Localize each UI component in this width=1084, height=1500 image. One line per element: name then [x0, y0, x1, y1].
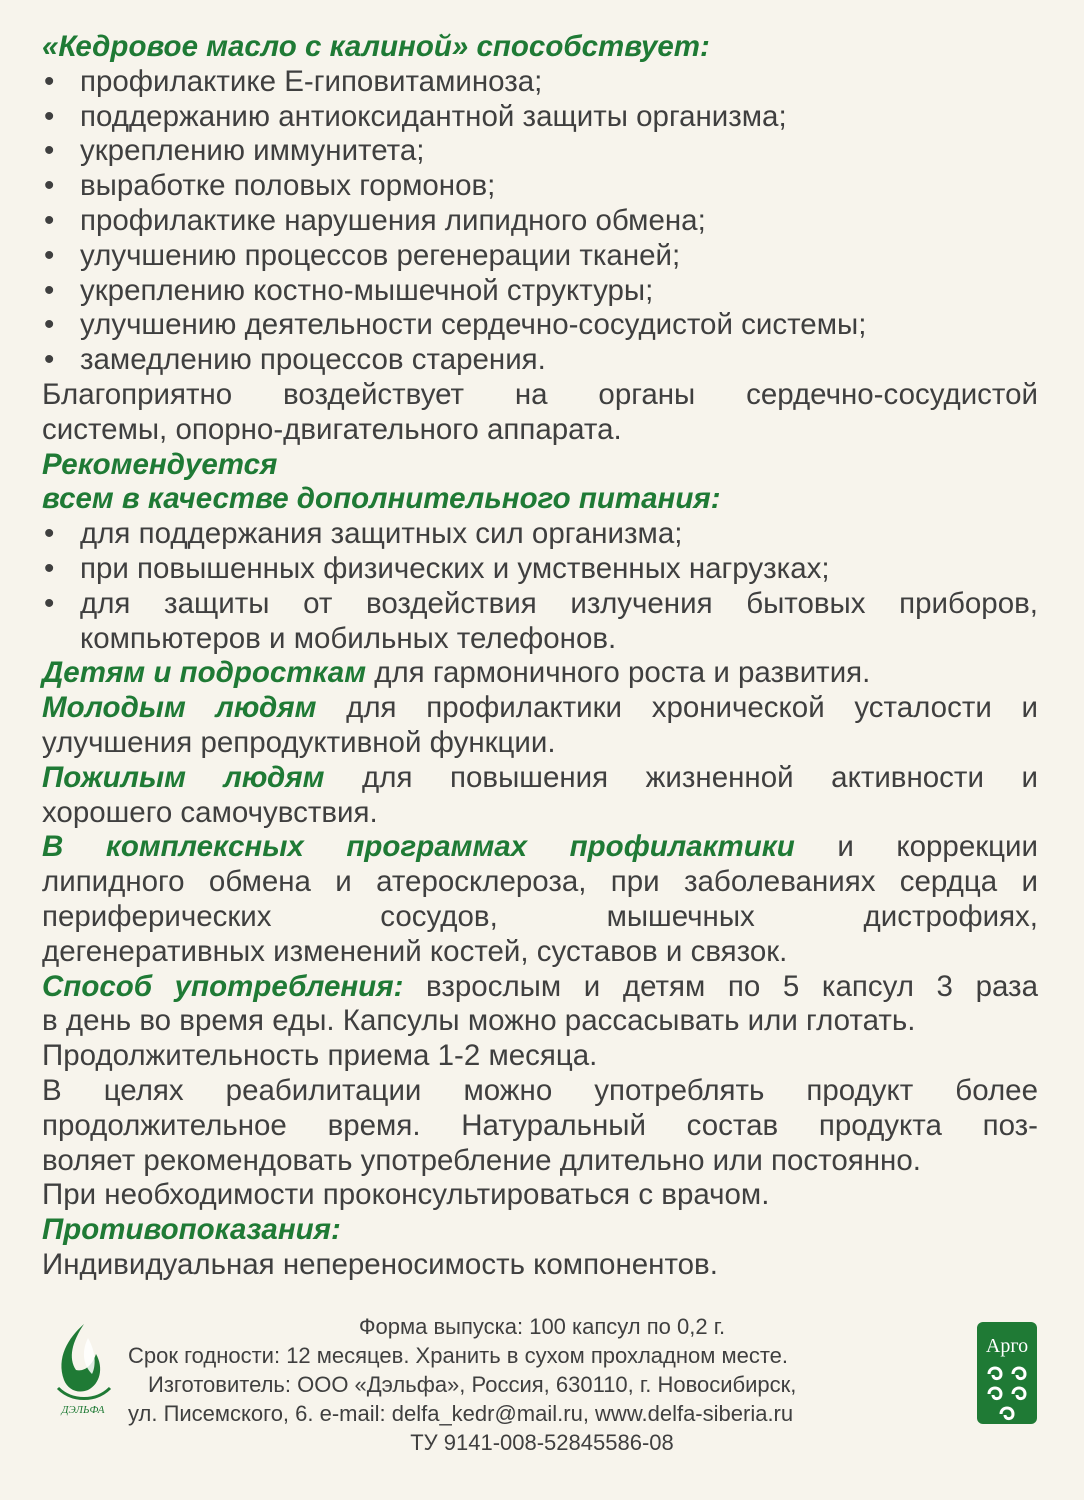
rehab-line: продолжительное время. Натуральный состав продукта поз- — [42, 1108, 1038, 1142]
complex-line-4: дегенеративных изменений костей, суставов и связок. — [42, 934, 788, 968]
children-text: для гармоничного роста и развития. — [366, 656, 871, 690]
complex-label: В комплексных программах профилактики — [42, 830, 795, 864]
usage-line — [42, 970, 1038, 1005]
complex-line-2: липидного обмена и атеросклероза, при заболеваниях сердца и — [42, 865, 1038, 899]
complex-line-3: периферических сосудов, мышечных дистрофиях, — [42, 899, 1038, 933]
contraindications-text: Индивидуальная непереносимость компонентов. — [42, 1247, 718, 1281]
children-label: Детям и подросткам — [42, 656, 367, 690]
benefit-item: • укреплению иммунитета; — [42, 134, 1038, 169]
recommend-subheading: всем в качестве дополнительного питания: — [42, 482, 721, 516]
young-text: для профилактики хронической усталости и — [316, 691, 1038, 725]
benefit-item: • поддержанию антиоксидантной защиты организма; — [42, 100, 1038, 135]
complex-line — [42, 830, 1038, 865]
benefit-item: • укреплению костно-мышечной структуры; — [42, 274, 1038, 309]
benefit-item: • профилактике Е-гиповитаминоза; — [42, 65, 1038, 100]
footer-tu: ТУ 9141-008-52845586-08 — [410, 1430, 674, 1455]
children-line — [42, 656, 1038, 691]
elderly-label: Пожилым людям — [42, 760, 325, 794]
complex-text: и коррекции — [794, 830, 1038, 864]
recommend-item: • при повышенных физических и умственных нагрузках; — [42, 552, 1038, 587]
young-label: Молодым людям — [42, 691, 317, 725]
delfa-logo-text: ДЭЛЬФА — [61, 1404, 105, 1416]
benefit-item: • выработке половых гормонов; — [42, 169, 1038, 204]
benefit-item: • замедлению процессов старения. — [42, 343, 1038, 378]
usage-text: взрослым и детям по 5 капсул 3 раза — [403, 969, 1038, 1003]
intro-paragraph-line: Благоприятно воздействует на органы сердечно-сосудистой — [42, 377, 1038, 411]
contraindications-heading: Противопоказания: — [42, 1213, 341, 1247]
intro-paragraph-line: системы, опорно-двигательного аппарата. — [42, 412, 622, 446]
footer-manufacturer: Изготовитель: ООО «Дэльфа», Россия, 630110, г. Новосибирск, — [148, 1372, 797, 1397]
benefit-item: • улучшению деятельности сердечно-сосудистой системы; — [42, 308, 1038, 343]
recommend-item: • для защиты от воздействия излучения бытовых приборов, — [42, 587, 1038, 622]
rehab-line: В целях реабилитации можно употреблять продукт более — [42, 1073, 1038, 1107]
elderly-text: для повышения жизненной активности и — [324, 760, 1038, 794]
young-line-2: улучшения репродуктивной функции. — [42, 725, 556, 759]
argo-logo-text: Арго — [985, 1335, 1029, 1357]
benefit-item: • профилактике нарушения липидного обмена; — [42, 204, 1038, 239]
usage-line-2: в день во время еды. Капсулы можно рассасывать или глотать. — [42, 1004, 916, 1038]
recommend-heading: Рекомендуется — [42, 447, 278, 481]
young-line — [42, 691, 1038, 726]
benefit-item: • улучшению процессов регенерации тканей; — [42, 239, 1038, 274]
elderly-line-2: хорошего самочувствия. — [42, 795, 378, 829]
footer-form: Форма выпуска: 100 капсул по 0,2 г. — [358, 1314, 726, 1339]
elderly-line — [42, 761, 1038, 796]
leaflet-content — [42, 30, 1038, 1283]
footer-address: ул. Писемского, 6. e-mail: delfa_kedr@mail.ru, www.delfa-siberia.ru — [128, 1401, 794, 1426]
recommend-item-continuation: компьютеров и мобильных телефонов. — [80, 621, 617, 655]
usage-label: Способ употребления: — [42, 969, 404, 1003]
rehab-line: воляет рекомендовать употребление длительно или постоянно. — [42, 1143, 921, 1177]
usage-line-3: Продолжительность приема 1-2 месяца. — [42, 1039, 598, 1073]
footer-shelf-life: Срок годности: 12 месяцев. Хранить в сухом прохладном месте. — [128, 1343, 789, 1368]
intro-heading: «Кедровое масло с калиной» способствует: — [42, 30, 710, 63]
recommend-item: • для поддержания защитных сил организма; — [42, 517, 1038, 552]
rehab-line: При необходимости проконсультироваться с врачом. — [42, 1178, 770, 1212]
